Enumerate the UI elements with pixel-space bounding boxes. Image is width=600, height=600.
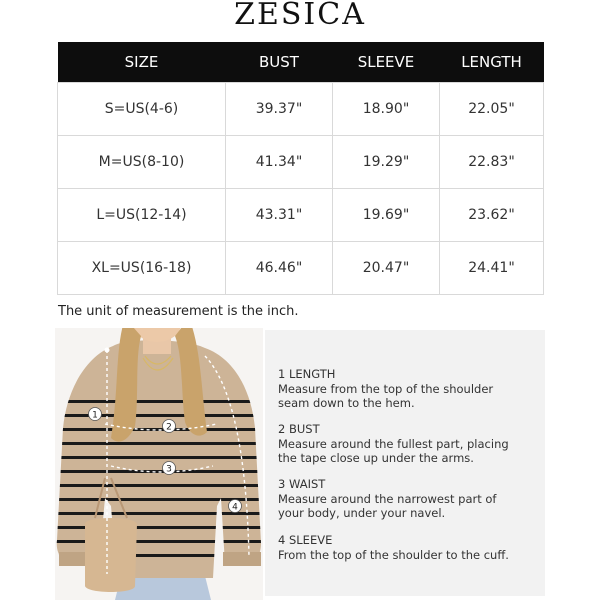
guide-text-line: seam down to the hem. [278, 396, 415, 410]
bust-cell: 43.31" [226, 188, 333, 241]
sleeve-cell: 19.69" [333, 188, 440, 241]
guide-text-line: the tape close up under the arms. [278, 451, 474, 465]
handbag [85, 518, 137, 592]
guide-text-line: From the top of the shoulder to the cuff. [278, 547, 509, 562]
guide-text-line: Measure from the top of the shoulder [278, 381, 494, 396]
guide-waist [278, 477, 496, 521]
guide-text-line: Measure around the fullest part, placing [278, 436, 509, 451]
length-cell: 22.05" [440, 82, 544, 135]
length-cell: 23.62" [440, 188, 544, 241]
table-row [58, 82, 544, 135]
guide-text-line: your body, under your navel. [278, 506, 446, 520]
model-illustration [55, 328, 263, 600]
column-header: BUST [226, 42, 333, 82]
bust-cell: 46.46" [226, 241, 333, 294]
guide-text-line: Measure around the narrowest part of [278, 491, 497, 506]
sleeve-cell: 20.47" [333, 241, 440, 294]
guide-heading: 2 BUST [278, 422, 320, 436]
table-header-row [58, 42, 544, 82]
size-cell: XL=US(16-18) [58, 241, 226, 294]
table-row [58, 241, 544, 294]
table-row [58, 188, 544, 241]
size-cell: L=US(12-14) [58, 188, 226, 241]
table-row [58, 135, 544, 188]
bust-cell: 41.34" [226, 135, 333, 188]
sleeve-cell: 18.90" [333, 82, 440, 135]
size-cell: M=US(8-10) [58, 135, 226, 188]
marker-4 [229, 500, 242, 513]
column-header: SIZE [58, 42, 226, 82]
model-photo [55, 328, 263, 600]
guide-sleeve [278, 533, 509, 562]
measurement-guide-panel [265, 330, 545, 596]
guide-length [278, 367, 493, 411]
guide-heading: 1 LENGTH [278, 367, 336, 381]
brand-logo: ZESICA [234, 0, 366, 32]
length-cell: 22.83" [440, 135, 544, 188]
marker-2 [163, 420, 176, 433]
length-cell: 24.41" [440, 241, 544, 294]
bust-cell: 39.37" [226, 82, 333, 135]
column-header: LENGTH [440, 42, 544, 82]
marker-3 [163, 462, 176, 475]
guide-bust [278, 422, 509, 466]
svg-text:3: 3 [166, 464, 172, 475]
svg-text:1: 1 [92, 410, 98, 421]
column-header: SLEEVE [333, 42, 440, 82]
unit-note: The unit of measurement is the inch. [58, 304, 299, 319]
guide-heading: 3 WAIST [278, 477, 326, 491]
svg-text:2: 2 [166, 422, 172, 433]
sleeve-cell: 19.29" [333, 135, 440, 188]
face [133, 328, 181, 342]
size-chart-table [57, 42, 544, 295]
svg-text:4: 4 [232, 502, 238, 513]
size-cell: S=US(4-6) [58, 82, 226, 135]
guide-heading: 4 SLEEVE [278, 533, 333, 547]
marker-1 [89, 408, 102, 421]
